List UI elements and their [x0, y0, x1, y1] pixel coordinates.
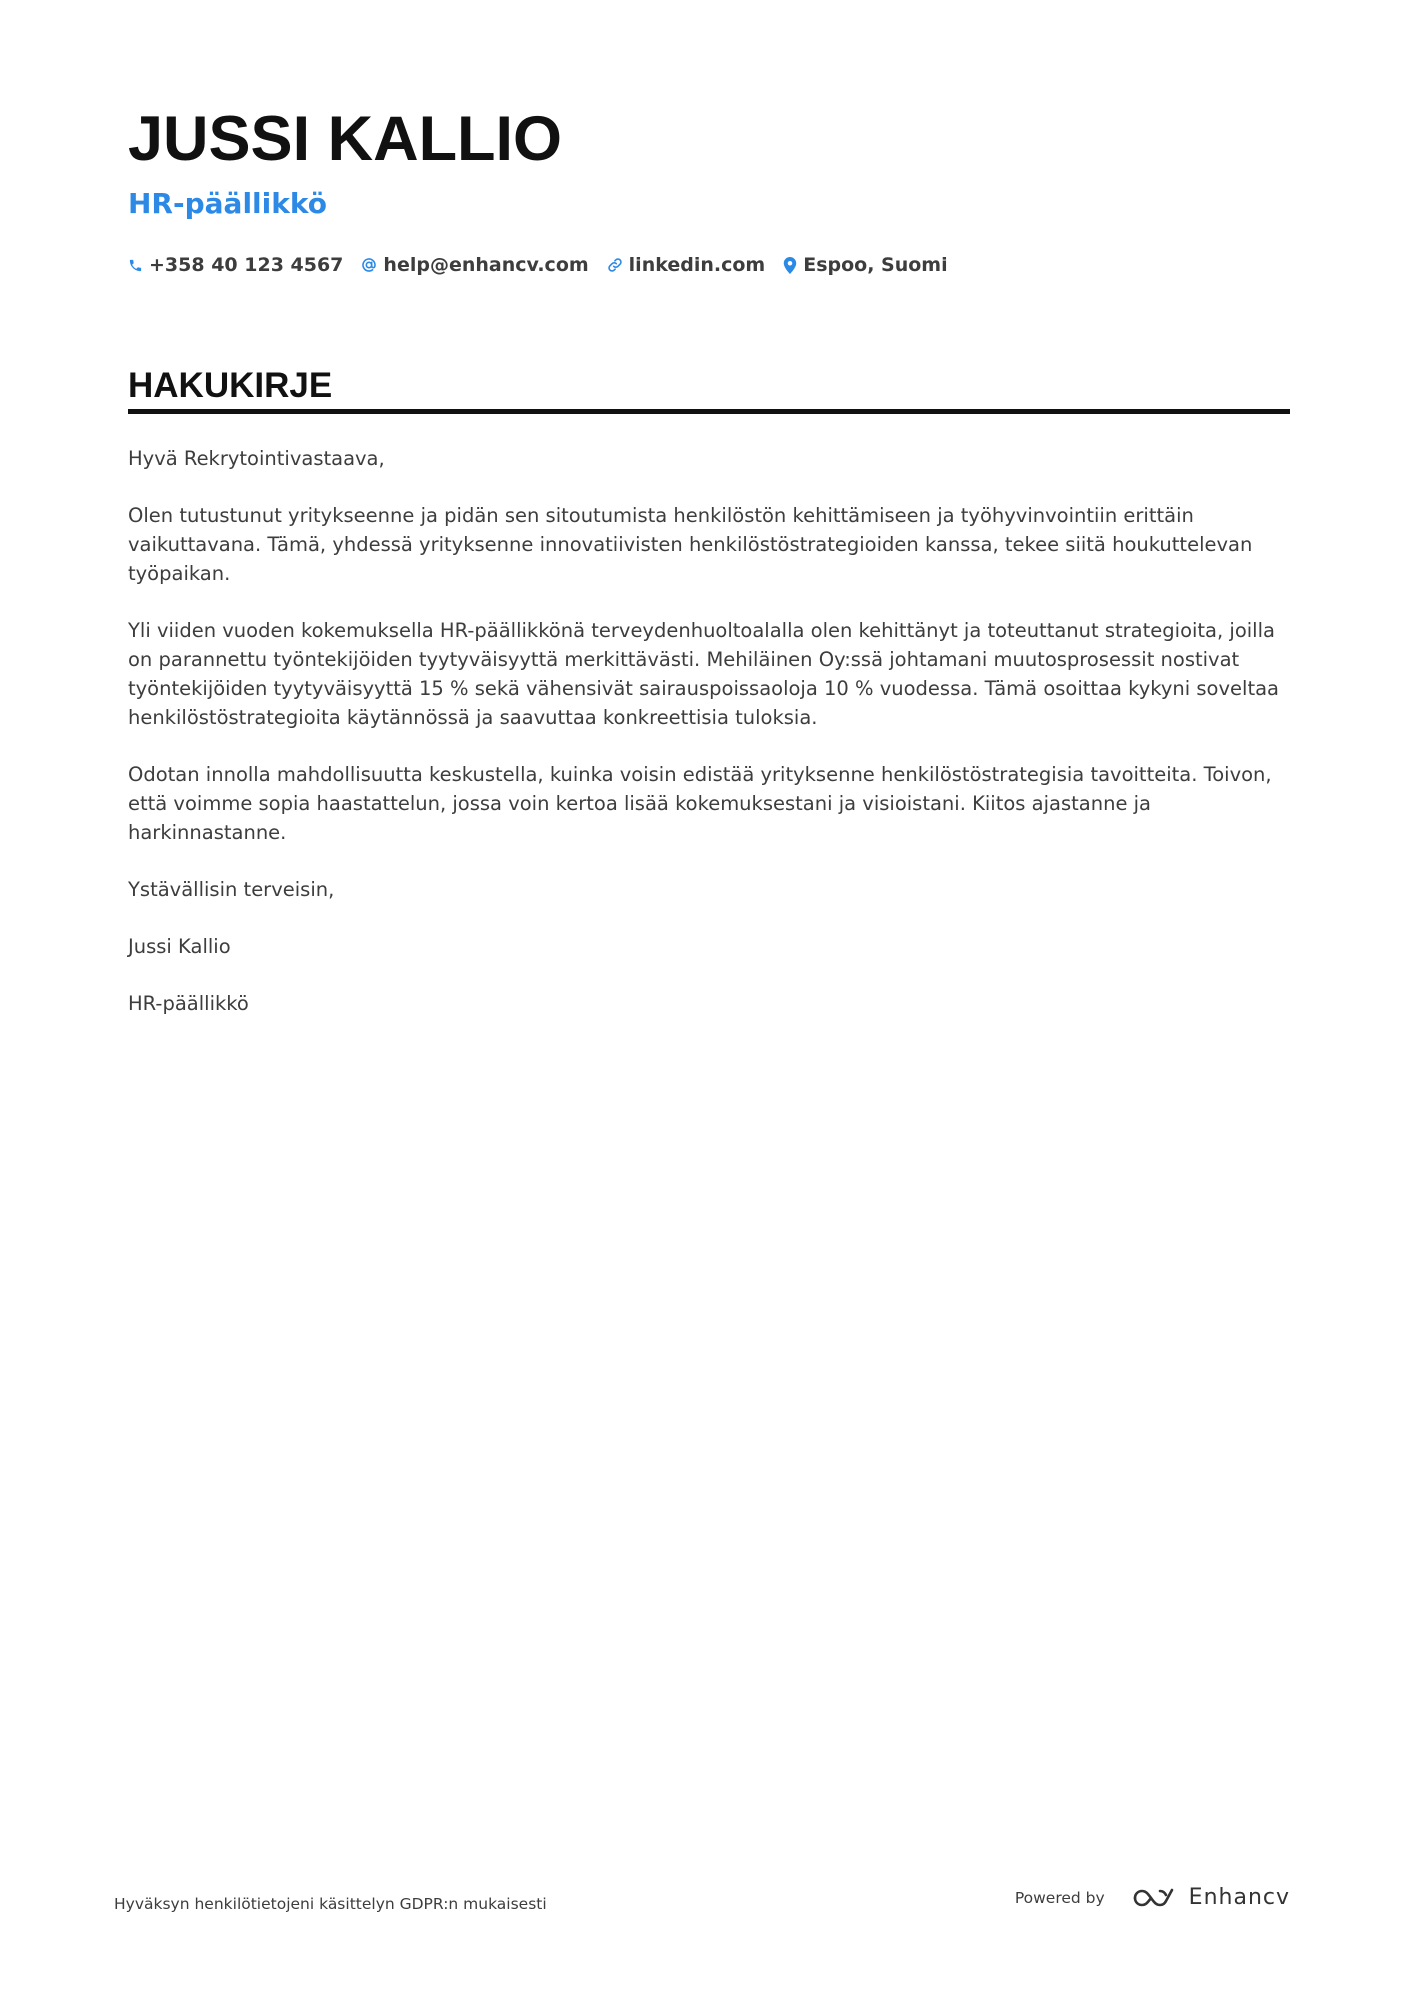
candidate-role: HR-päällikkö: [128, 187, 327, 220]
contact-location: [783, 254, 947, 276]
brand-name: Enhancv: [1188, 1885, 1290, 1910]
section-title: HAKUKIRJE: [128, 366, 333, 405]
signature-role: HR-päällikkö: [128, 992, 249, 1015]
candidate-name: JUSSI KALLIO: [128, 104, 563, 174]
link-icon: [607, 257, 623, 273]
letter-greeting: Hyvä Rekrytointivastaava,: [128, 447, 385, 470]
phone-text: +358 40 123 4567: [149, 254, 344, 276]
powered-by-footer[interactable]: [1015, 1885, 1290, 1910]
enhancv-logo-icon: [1131, 1886, 1179, 1910]
letter-closing: Ystävällisin terveisin,: [128, 878, 335, 901]
letter-body: [128, 444, 1290, 1046]
section-divider: [128, 409, 1290, 414]
signature-name: Jussi Kallio: [128, 935, 231, 958]
contact-phone[interactable]: [128, 254, 343, 276]
letter-paragraph: Yli viiden vuoden kokemuksella HR-päällikkönä terveydenhuoltoalalla olen kehittänyt ja toteuttanut strategioita, joilla on parannettu työntekijöiden tyytyväisyyttä merkittävästi. Mehiläinen Oy:ssä johtamani muutosprosessit nostivat työntekijöiden tyytyväisyyttä 15 % sekä vähensivät sairauspoissaoloja 10 % vuodessa. Tämä osoittaa kykyni soveltaa henkilöstöstrategioita käytännössä ja saavuttaa konkreettisia tuloksia.: [128, 619, 1279, 729]
location-pin-icon: [783, 257, 797, 274]
letter-paragraph: Odotan innolla mahdollisuutta keskustella, kuinka voisin edistää yrityksenne henkilöstöstrategisia tavoitteita. Toivon, että voimme sopia haastattelun, jossa voin kertoa lisää kokemuksestani ja visioistani. Kiitos ajastanne ja harkinnastanne.: [128, 763, 1272, 844]
email-text: help@enhancv.com: [383, 254, 589, 276]
at-icon: [361, 257, 377, 273]
letter-paragraph: Olen tutustunut yritykseenne ja pidän sen sitoutumista henkilöstön kehittämiseen ja työhyvinvointiin erittäin vaikuttavana. Tämä, yhdessä yrityksenne innovatiivisten henkilöstöstrategioiden kanssa, tekee siitä houkuttelevan työpaikan.: [128, 504, 1253, 585]
location-text: Espoo, Suomi: [803, 254, 948, 276]
phone-icon: [128, 258, 143, 273]
powered-by-label: Powered by: [1014, 1888, 1105, 1907]
brand-logo[interactable]: [1131, 1885, 1290, 1910]
gdpr-consent-text: Hyväksyn henkilötietojeni käsittelyn GDPR:n mukaisesti: [114, 1895, 547, 1913]
contact-linkedin[interactable]: [607, 254, 766, 276]
linkedin-text: linkedin.com: [628, 254, 766, 276]
contact-bar: [128, 254, 966, 276]
contact-email[interactable]: [361, 254, 588, 276]
